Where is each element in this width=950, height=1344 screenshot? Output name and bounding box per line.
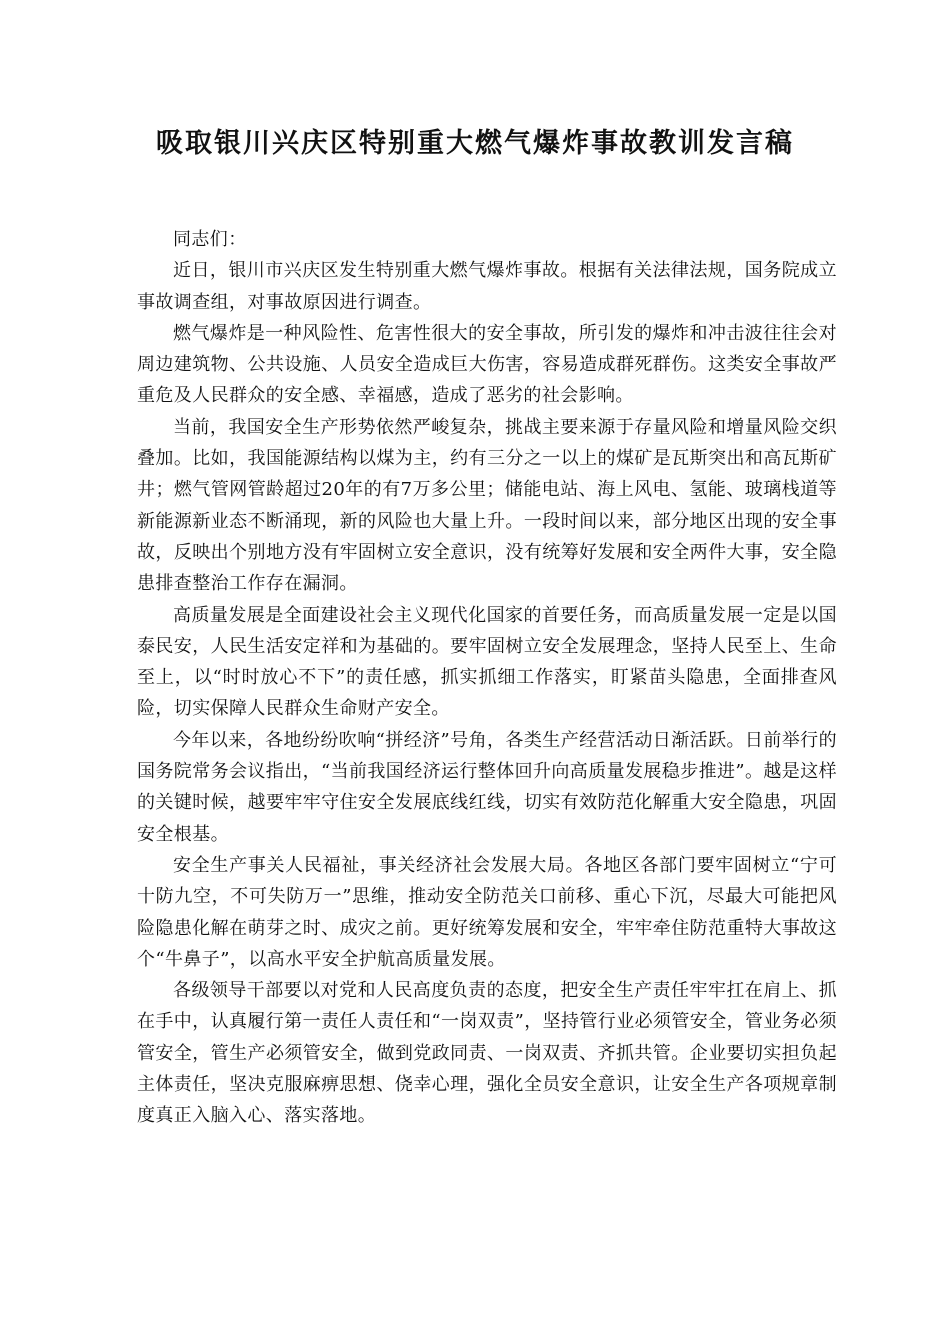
document-title: 吸取银川兴庆区特别重大燃气爆炸事故教训发言稿 bbox=[156, 128, 794, 159]
paragraph-3: 当前，我国安全生产形势依然严峻复杂，挑战主要来源于存量风险和增量风险交织叠加。比如，我国能源结构以煤为主，约有三分之一以上的煤矿是瓦斯突出和高瓦斯矿井；燃气管网管龄超过20年的有7万多公里；储能电站、海上风电、氢能、玻璃栈道等新能源新业态不断涌现，新的风险也大量上升。一段时间以来，部分地区出现的安全事故，反映出个别地方没有牢固树立安全意识，没有统筹好发展和安全两件大事，安全隐患排查整治工作存在漏洞。 bbox=[137, 416, 837, 595]
paragraph-6: 安全生产事关人民福祉，事关经济社会发展大局。各地区各部门要牢固树立“宁可十防九空，不可失防万一”思维，推动安全防范关口前移、重心下沉，尽最大可能把风险隐患化解在萌芽之时、成灾之前。更好统筹发展和安全，牢牢牵住防范重特大事故这个“牛鼻子”，以高水平安全护航高质量发展。 bbox=[137, 854, 837, 970]
paragraph-4: 高质量发展是全面建设社会主义现代化国家的首要任务，而高质量发展一定是以国泰民安，人民生活安定祥和为基础的。要牢固树立安全发展理念，坚持人民至上、生命至上，以“时时放心不下”的责任感，抓实抓细工作落实，盯紧苗头隐患，全面排查风险，切实保障人民群众生命财产安全。 bbox=[137, 604, 837, 720]
paragraph-5: 今年以来，各地纷纷吹响“拼经济”号角，各类生产经营活动日渐活跃。日前举行的国务院常务会议指出，“当前我国经济运行整体回升向高质量发展稳步推进”。越是这样的关键时候，越要牢牢守住安全发展底线红线，切实有效防范化解重大安全隐患，巩固安全根基。 bbox=[137, 729, 838, 845]
paragraph-2: 燃气爆炸是一种风险性、危害性很大的安全事故，所引发的爆炸和冲击波往往会对周边建筑物、公共设施、人员安全造成巨大伤害，容易造成群死群伤。这类安全事故严重危及人民群众的安全感、幸福感，造成了恶劣的社会影响。 bbox=[137, 322, 837, 407]
paragraph-7: 各级领导干部要以对党和人民高度负责的态度，把安全生产责任牢牢扛在肩上、抓在手中，认真履行第一责任人责任和“一岗双责”，坚持管行业必须管安全，管业务必须管安全，管生产必须管安全，做到党政同责、一岗双责、齐抓共管。企业要切实担负起主体责任，坚决克服麻痹思想、侥幸心理，强化全员安全意识，让安全生产各项规章制度真正入脑入心、落实落地。 bbox=[137, 980, 838, 1127]
paragraph-1: 近日，银川市兴庆区发生特别重大燃气爆炸事故。根据有关法律法规，国务院成立事故调查组，对事故原因进行调查。 bbox=[137, 260, 837, 313]
document-body bbox=[137, 224, 837, 1132]
greeting: 同志们： bbox=[173, 229, 247, 250]
